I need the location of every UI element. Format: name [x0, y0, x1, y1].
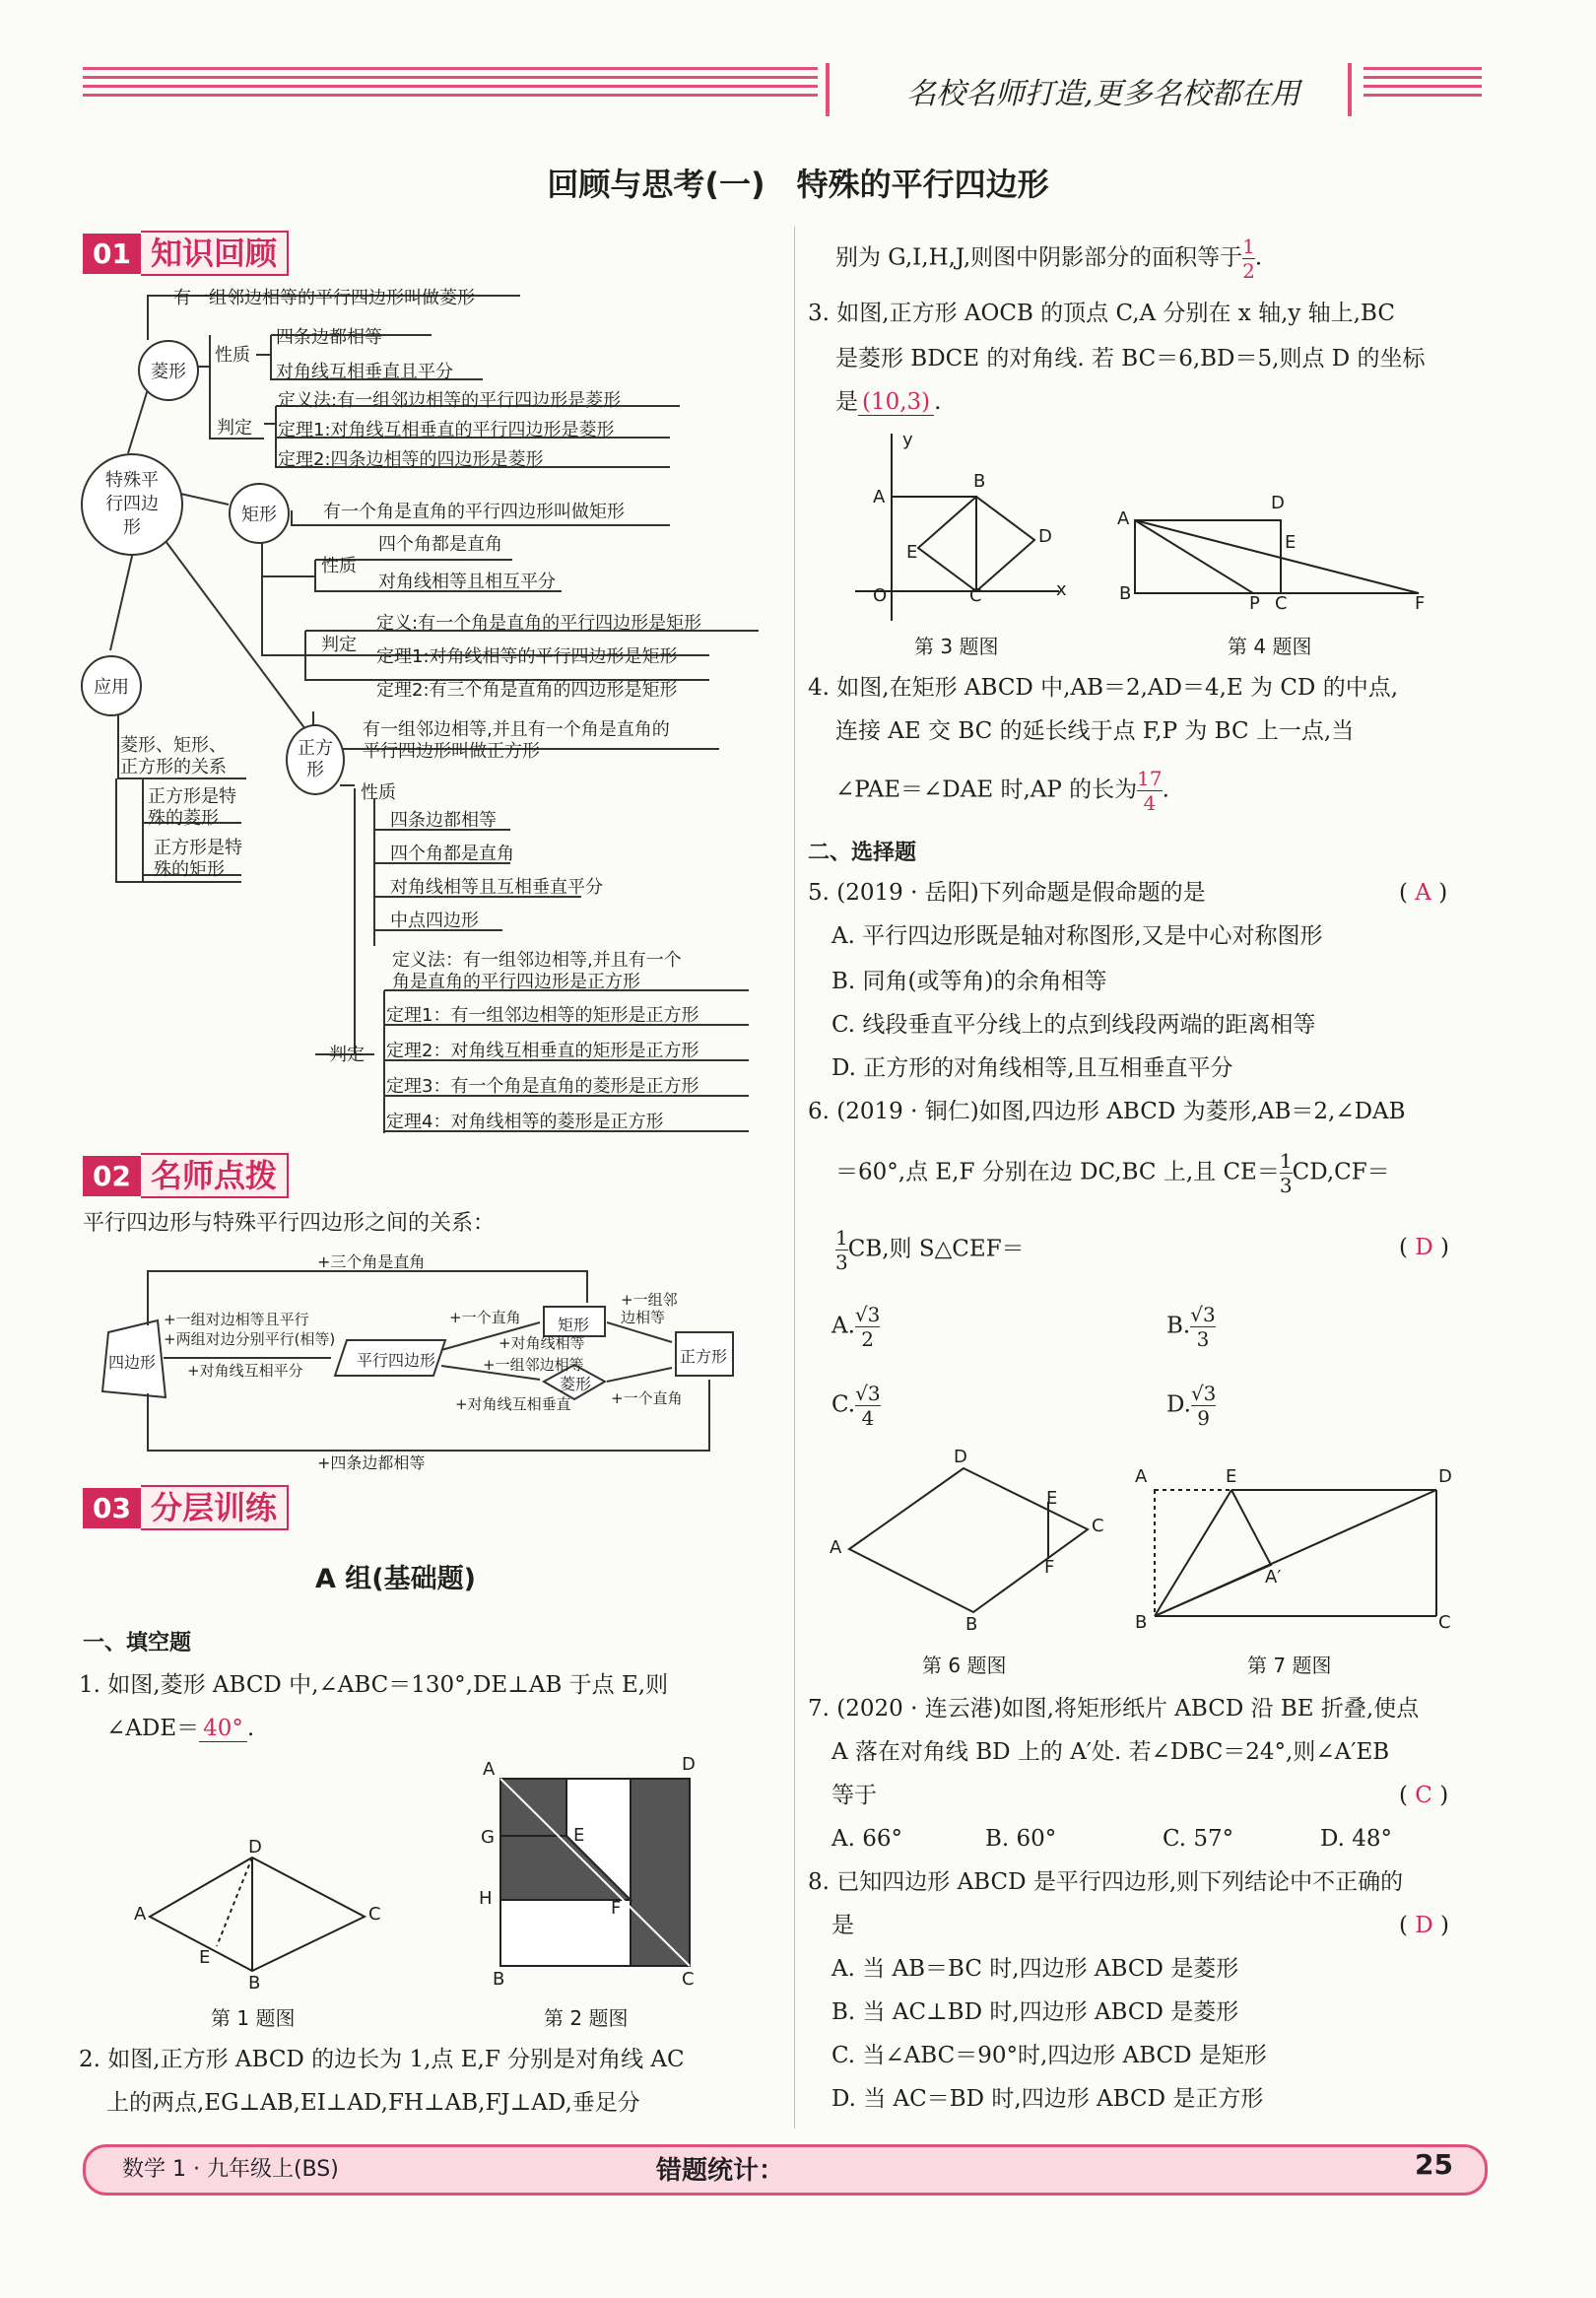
- q7-answer-paren: ( C ): [1399, 1783, 1449, 1808]
- q6-opt-c: C. $\frac{√3}{4}$: [831, 1382, 881, 1430]
- square-def-2: 平行四边形叫做正方形: [363, 741, 540, 762]
- tip-sq: 正方形: [680, 1347, 728, 1366]
- q8-answer: D: [1415, 1913, 1433, 1938]
- q5-opt-a: A. 平行四边形既是轴对称图形,又是中心对称图形: [831, 923, 1323, 949]
- fig7-D: D: [1438, 1466, 1452, 1487]
- tip-para: 平行四边形: [357, 1351, 436, 1370]
- fig2-A: A: [483, 1759, 496, 1780]
- square-judge-def-2: 角是直角的平行四边形是正方形: [392, 972, 640, 992]
- q6-line2: ＝60°,点 E,F 分别在边 DC,BC 上,且 CE＝ $\frac{1}{3}$ CD,CF＝: [835, 1149, 1390, 1197]
- fig3-caption: 第 3 题图: [914, 635, 999, 658]
- group-a-title: A 组(基础题): [315, 1564, 476, 1594]
- rect-judge-3: 定理2:有三个角是直角的四边形是矩形: [376, 680, 678, 701]
- square-judge-label: 判定: [329, 1045, 365, 1065]
- fig2-B: B: [493, 1969, 505, 1990]
- q2-line3: 别为 G,I,H,J,则图中阴影部分的面积等于 $\frac{1}{2}$ .: [835, 235, 1263, 283]
- fig6-A: A: [830, 1537, 842, 1558]
- square-judge-def-1: 定义法：有一组邻边相等,并且有一个: [392, 950, 682, 971]
- fig3-y: y: [902, 430, 913, 450]
- rect-prop-2: 对角线相等且相互平分: [378, 572, 556, 592]
- q6-opt-b: B. $\frac{√3}{3}$: [1166, 1303, 1216, 1351]
- q3-line1: 3. 如图,正方形 AOCB 的顶点 C,A 分别在 x 轴,y 轴上,BC: [808, 301, 1395, 326]
- tip-top: +三个角是直角: [317, 1252, 426, 1271]
- page-title: 回顾与思考(一) 特殊的平行四边形: [547, 166, 1049, 203]
- q6-answer-paren: ( D ): [1399, 1235, 1450, 1260]
- q7-opt-b: B. 60°: [985, 1826, 1057, 1852]
- q6-opt-d: D. $\frac{√3}{9}$: [1166, 1382, 1217, 1430]
- rect-judge-2: 定理1:对角线相等的平行四边形是矩形: [376, 646, 678, 667]
- fig3-D: D: [1038, 526, 1052, 547]
- section-03-heading: 03 分层训练: [83, 1483, 289, 1532]
- fig4-caption: 第 4 题图: [1228, 635, 1312, 658]
- tip-m1: +一个直角: [449, 1309, 521, 1326]
- fig3-B: B: [973, 471, 986, 492]
- tip-r1: +一组邻: [621, 1291, 678, 1309]
- fig6-caption: 第 6 题图: [922, 1654, 1007, 1677]
- tip-quad: 四边形: [108, 1353, 157, 1372]
- fig3-C: C: [969, 585, 982, 606]
- fig4-A: A: [1117, 508, 1130, 529]
- rhombus-judge-label: 判定: [217, 418, 252, 439]
- square-judge-1: 定理1：有一组邻边相等的矩形是正方形: [386, 1005, 699, 1026]
- q6-line1: 6. (2019 · 铜仁)如图,四边形 ABCD 为菱形,AB＝2,∠DAB: [808, 1099, 1406, 1124]
- q4-line1: 4. 如图,在矩形 ABCD 中,AB＝2,AD＝4,E 为 CD 的中点,: [808, 675, 1398, 701]
- q8-opt-c: C. 当∠ABC＝90°时,四边形 ABCD 是矩形: [831, 2043, 1267, 2068]
- apply-rel-2: 正方形的关系: [120, 757, 227, 777]
- square-def-1: 有一组邻边相等,并且有一个角是直角的: [363, 719, 670, 740]
- q8-opt-b: B. 当 AC⊥BD 时,四边形 ABCD 是菱形: [831, 1999, 1239, 2025]
- fig4-F: F: [1415, 593, 1426, 614]
- apply-box2-b: 殊的矩形: [154, 859, 225, 880]
- fig4-D: D: [1271, 493, 1285, 513]
- q8-line2: 是: [831, 1913, 854, 1938]
- fig7-E: E: [1226, 1466, 1237, 1487]
- fig2-C: C: [682, 1969, 695, 1990]
- fig6-F: F: [1044, 1557, 1055, 1578]
- mindmap-square-node: 正方形: [286, 724, 345, 795]
- rect-prop-1: 四个角都是直角: [378, 534, 502, 555]
- q7-line1: 7. (2020 · 连云港)如图,将矩形纸片 ABCD 沿 BE 折叠,使点: [808, 1696, 1420, 1722]
- q8-opt-d: D. 当 AC＝BD 时,四边形 ABCD 是正方形: [831, 2086, 1264, 2112]
- fig3-E: E: [906, 542, 918, 563]
- q1-line2: ∠ADE＝ 40° .: [106, 1716, 255, 1741]
- rhombus-judge-1: 定义法:有一组邻边相等的平行四边形是菱形: [278, 390, 622, 411]
- tip-rect: 矩形: [558, 1316, 590, 1334]
- mindmap-root-node: 特殊平行四边形: [81, 453, 183, 556]
- q3-answer: (10,3): [858, 389, 934, 416]
- square-judge-3: 定理3：有一个角是直角的菱形是正方形: [386, 1076, 699, 1097]
- rhombus-judge-2: 定理1:对角线互相垂直的平行四边形是菱形: [278, 420, 615, 440]
- fig7-A: A: [1135, 1466, 1148, 1487]
- mindmap-apply-node: 应用: [81, 655, 142, 716]
- q7-opt-d: D. 48°: [1320, 1826, 1393, 1852]
- tip-r1b: 边相等: [621, 1309, 666, 1326]
- q8-answer-paren: ( D ): [1399, 1913, 1450, 1938]
- choice-section-title: 二、选择题: [808, 841, 917, 865]
- apply-box1-a: 正方形是特: [148, 786, 236, 807]
- fig2-H: H: [479, 1888, 493, 1909]
- fig3-O: O: [873, 585, 888, 606]
- q8-opt-a: A. 当 AB＝BC 时,四边形 ABCD 是菱形: [831, 1956, 1239, 1982]
- q5-answer-paren: ( A ): [1399, 880, 1448, 906]
- fig1-D: D: [248, 1837, 262, 1858]
- q7-answer: C: [1415, 1783, 1432, 1808]
- column-divider: [794, 227, 795, 2129]
- tip-m2: +对角线相等: [499, 1334, 585, 1352]
- fig4-C: C: [1275, 593, 1288, 614]
- q3-line3: 是 (10,3) .: [835, 389, 942, 415]
- square-prop-1: 四条边都相等: [390, 810, 497, 831]
- q3-line2: 是菱形 BDCE 的对角线. 若 BC＝6,BD＝5,则点 D 的坐标: [835, 346, 1426, 372]
- rhombus-judge-3: 定理2:四条边相等的四边形是菱形: [278, 449, 544, 470]
- q6-line3: $\frac{1}{3}$ CB,则 S△CEF＝: [835, 1226, 1025, 1274]
- apply-box2-a: 正方形是特: [154, 838, 242, 858]
- tip-intro: 平行四边形与特殊平行四边形之间的关系：: [83, 1211, 496, 1236]
- fig2-caption: 第 2 题图: [544, 2006, 629, 2030]
- q4-answer: $\frac{17}{4}$: [1137, 767, 1163, 815]
- square-prop-2: 四个角都是直角: [390, 844, 514, 864]
- fig2-F: F: [611, 1898, 622, 1919]
- tip-rhom: 菱形: [560, 1375, 592, 1393]
- rect-def: 有一个角是直角的平行四边形叫做矩形: [323, 502, 625, 522]
- fig3-A: A: [873, 487, 886, 507]
- tip-l3: +对角线互相平分: [187, 1362, 303, 1380]
- rect-judge-1: 定义:有一个角是直角的平行四边形是矩形: [376, 613, 702, 634]
- fig2-D: D: [682, 1754, 696, 1775]
- q5-answer: A: [1415, 880, 1431, 906]
- tip-m4: +对角线互相垂直: [455, 1395, 571, 1413]
- square-judge-4: 定理4：对角线相等的菱形是正方形: [386, 1112, 664, 1132]
- fig1-A: A: [134, 1904, 147, 1925]
- q7-opt-a: A. 66°: [831, 1826, 902, 1852]
- fill-section-title: 一、填空题: [83, 1631, 192, 1656]
- rhombus-prop-1: 四条边都相等: [276, 327, 382, 348]
- apply-box1-b: 殊的菱形: [148, 808, 219, 829]
- q2-answer: $\frac{1}{2}$: [1242, 235, 1255, 283]
- square-prop-3: 对角线相等且互相垂直平分: [390, 877, 603, 898]
- fig6-C: C: [1092, 1516, 1104, 1536]
- fig4-E: E: [1285, 532, 1297, 553]
- tip-r2: +一个直角: [611, 1389, 683, 1407]
- footer-book: 数学 1 · 九年级上(BS): [122, 2157, 339, 2182]
- rect-prop-label: 性质: [321, 556, 357, 576]
- rhombus-prop-2: 对角线互相垂直且平分: [276, 362, 453, 382]
- mindmap-rhombus-node: 菱形: [138, 340, 199, 401]
- q1-line1: 1. 如图,菱形 ABCD 中,∠ABC＝130°,DE⊥AB 于点 E,则: [79, 1672, 669, 1698]
- q7-line3: 等于: [831, 1783, 877, 1808]
- fig1-caption: 第 1 题图: [211, 2006, 296, 2030]
- fig1-C: C: [368, 1904, 381, 1925]
- q2-line2: 上的两点,EG⊥AB,EI⊥AD,FH⊥AB,FJ⊥AD,垂足分: [106, 2090, 640, 2116]
- fig7-C: C: [1438, 1612, 1451, 1633]
- q2-line1: 2. 如图,正方形 ABCD 的边长为 1,点 E,F 分别是对角线 AC: [79, 2047, 685, 2072]
- rhombus-prop-label: 性质: [215, 345, 250, 366]
- tip-l2: +两组对边分别平行(相等): [164, 1330, 336, 1348]
- q5-stem: 5. (2019 · 岳阳)下列命题是假命题的是: [808, 880, 1206, 906]
- fig1-E: E: [199, 1947, 211, 1968]
- fig6-E: E: [1046, 1488, 1058, 1509]
- fig7-caption: 第 7 题图: [1247, 1654, 1332, 1677]
- tip-bottom: +四条边都相等: [317, 1453, 426, 1472]
- q7-line2: A 落在对角线 BD 上的 A′处. 若∠DBC＝24°,则∠A′EB: [831, 1739, 1390, 1765]
- rhombus-def: 有一组邻边相等的平行四边形叫做菱形: [173, 288, 475, 308]
- tip-m3: +一组邻边相等: [483, 1356, 584, 1374]
- fig4-B: B: [1119, 583, 1132, 604]
- header-slogan: 名校名师打造,更多名校都在用: [906, 77, 1300, 111]
- q6-opt-a: A. $\frac{√3}{2}$: [831, 1303, 881, 1351]
- footer-page-number: 25: [1415, 2148, 1453, 2181]
- square-prop-label: 性质: [361, 782, 396, 803]
- square-prop-4: 中点四边形: [390, 911, 479, 931]
- fig7-A-prime: A′: [1265, 1567, 1282, 1588]
- mindmap-rect-node: 矩形: [229, 483, 290, 544]
- section-01-heading: 01 知识回顾: [83, 229, 289, 278]
- q7-opt-c: C. 57°: [1163, 1826, 1234, 1852]
- q8-line1: 8. 已知四边形 ABCD 是平行四边形,则下列结论中不正确的: [808, 1869, 1404, 1895]
- footer-stat: 错题统计：: [656, 2156, 785, 2186]
- q1-answer: 40°: [199, 1716, 247, 1742]
- fig7-B: B: [1135, 1612, 1148, 1633]
- apply-rel-1: 菱形、矩形、: [120, 735, 227, 756]
- fig2-G: G: [481, 1827, 495, 1848]
- section-02-heading: 02 名师点拨: [83, 1151, 289, 1200]
- tip-l1: +一组对边相等且平行: [164, 1311, 309, 1328]
- q5-opt-d: D. 正方形的对角线相等,且互相垂直平分: [831, 1055, 1233, 1081]
- fig2-E: E: [573, 1825, 585, 1846]
- q4-line3: ∠PAE＝∠DAE 时,AP 的长为 $\frac{17}{4}$ .: [835, 767, 1169, 815]
- q4-line2: 连接 AE 交 BC 的延长线于点 F,P 为 BC 上一点,当: [835, 718, 1355, 744]
- q5-opt-c: C. 线段垂直平分线上的点到线段两端的距离相等: [831, 1012, 1316, 1038]
- square-judge-2: 定理2：对角线互相垂直的矩形是正方形: [386, 1041, 699, 1061]
- fig4-P: P: [1249, 593, 1260, 614]
- fig3-x: x: [1056, 579, 1067, 600]
- fig1-B: B: [248, 1973, 261, 1994]
- fig6-B: B: [965, 1614, 978, 1635]
- rect-judge-label: 判定: [321, 635, 357, 655]
- fig6-D: D: [954, 1447, 967, 1467]
- q5-opt-b: B. 同角(或等角)的余角相等: [831, 969, 1107, 994]
- q6-answer: D: [1415, 1235, 1433, 1260]
